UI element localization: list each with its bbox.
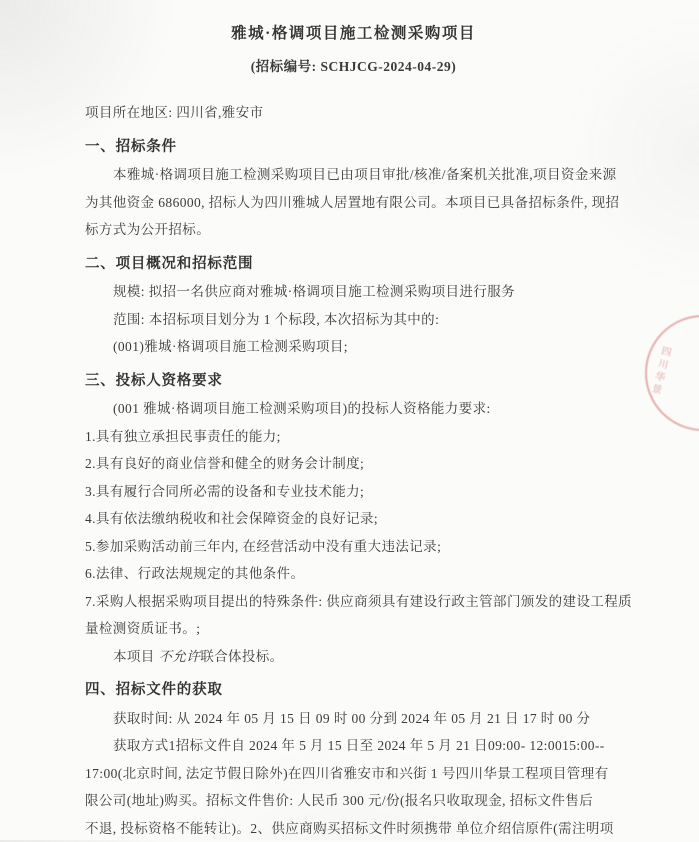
section-2-heading: 二、项目概况和招标范围 [85, 251, 622, 279]
lot-line: (001)雅城·格调项目施工检测采购项目; [85, 333, 622, 361]
tender-number: (招标编号: SCHJCG-2024-04-29) [85, 56, 622, 78]
qualification-item: 6.法律、行政法规规定的其他条件。 [85, 560, 622, 588]
section-3-heading: 三、投标人资格要求 [85, 368, 622, 396]
location-line: 项目所在地区: 四川省,雅安市 [85, 99, 622, 127]
consortium-emphasis: 不允许 [158, 649, 200, 664]
section-4-heading: 四、招标文件的获取 [85, 677, 622, 705]
obtain-method-line: 限公司(地址)购买。招标文件售价: 人民币 300 元/份(报名只收取现金, 招标文件售后 [85, 787, 622, 815]
seal-text: 四川华景 [646, 344, 673, 398]
scope-line: 范围: 本招标项目划分为 1 个标段, 本次招标为其中的: [85, 306, 622, 334]
obtain-time-line: 获取时间: 从 2024 年 05 月 15 日 09 时 00 分到 2024 年 05 月 21 日 17 时 00 分 [85, 705, 622, 733]
scale-line: 规模: 拟招一名供应商对雅城·格调项目施工检测采购项目进行服务 [85, 278, 622, 306]
body-line: 本雅城·格调项目施工检测采购项目已由项目审批/核准/备案机关批准,项目资金来源 [85, 161, 622, 189]
qualification-item: 5.参加采购活动前三年内, 在经营活动中没有重大违法记录; [85, 533, 622, 561]
qualification-item: 2.具有良好的商业信誉和健全的财务会计制度; [85, 450, 622, 478]
qualification-item: 3.具有履行合同所必需的设备和专业技术能力; [85, 478, 622, 506]
qualification-item: 1.具有独立承担民事责任的能力; [85, 423, 622, 451]
qualification-item: 4.具有依法缴纳税收和社会保障资金的良好记录; [85, 505, 622, 533]
consortium-line [85, 643, 622, 671]
doc-title: 雅城·格调项目施工检测采购项目 [85, 22, 622, 46]
section-1-heading: 一、招标条件 [85, 134, 622, 162]
qualification-item-continued: 量检测资质证书。; [85, 615, 622, 643]
qualification-item: 7.采购人根据采购项目提出的特殊条件: 供应商须具有建设行政主管部门颁发的建设工程质 [85, 588, 622, 616]
qualification-intro: (001 雅城·格调项目施工检测采购项目)的投标人资格能力要求: [85, 395, 622, 423]
consortium-suffix: 联合体投标。 [200, 649, 283, 664]
body-line: 为其他资金 686000, 招标人为四川雅城人居置地有限公司。本项目已具备招标条件, 现招 [85, 189, 622, 217]
obtain-method-line: 不退, 投标资格不能转让)。2、供应商购买招标文件时须携带 单位介绍信原件(需注明项 [85, 815, 622, 842]
obtain-method-line: 获取方式1招标文件自 2024 年 5 月 15 日至 2024 年 5 月 21 日09:00- 12:0015:00-- [85, 732, 622, 760]
body-line: 标方式为公开招标。 [85, 216, 622, 244]
obtain-method-line: 17:00(北京时间, 法定节假日除外)在四川省雅安市和兴街 1 号四川华景工程项目管理有 [85, 760, 622, 788]
consortium-prefix: 本项目 [113, 649, 158, 664]
